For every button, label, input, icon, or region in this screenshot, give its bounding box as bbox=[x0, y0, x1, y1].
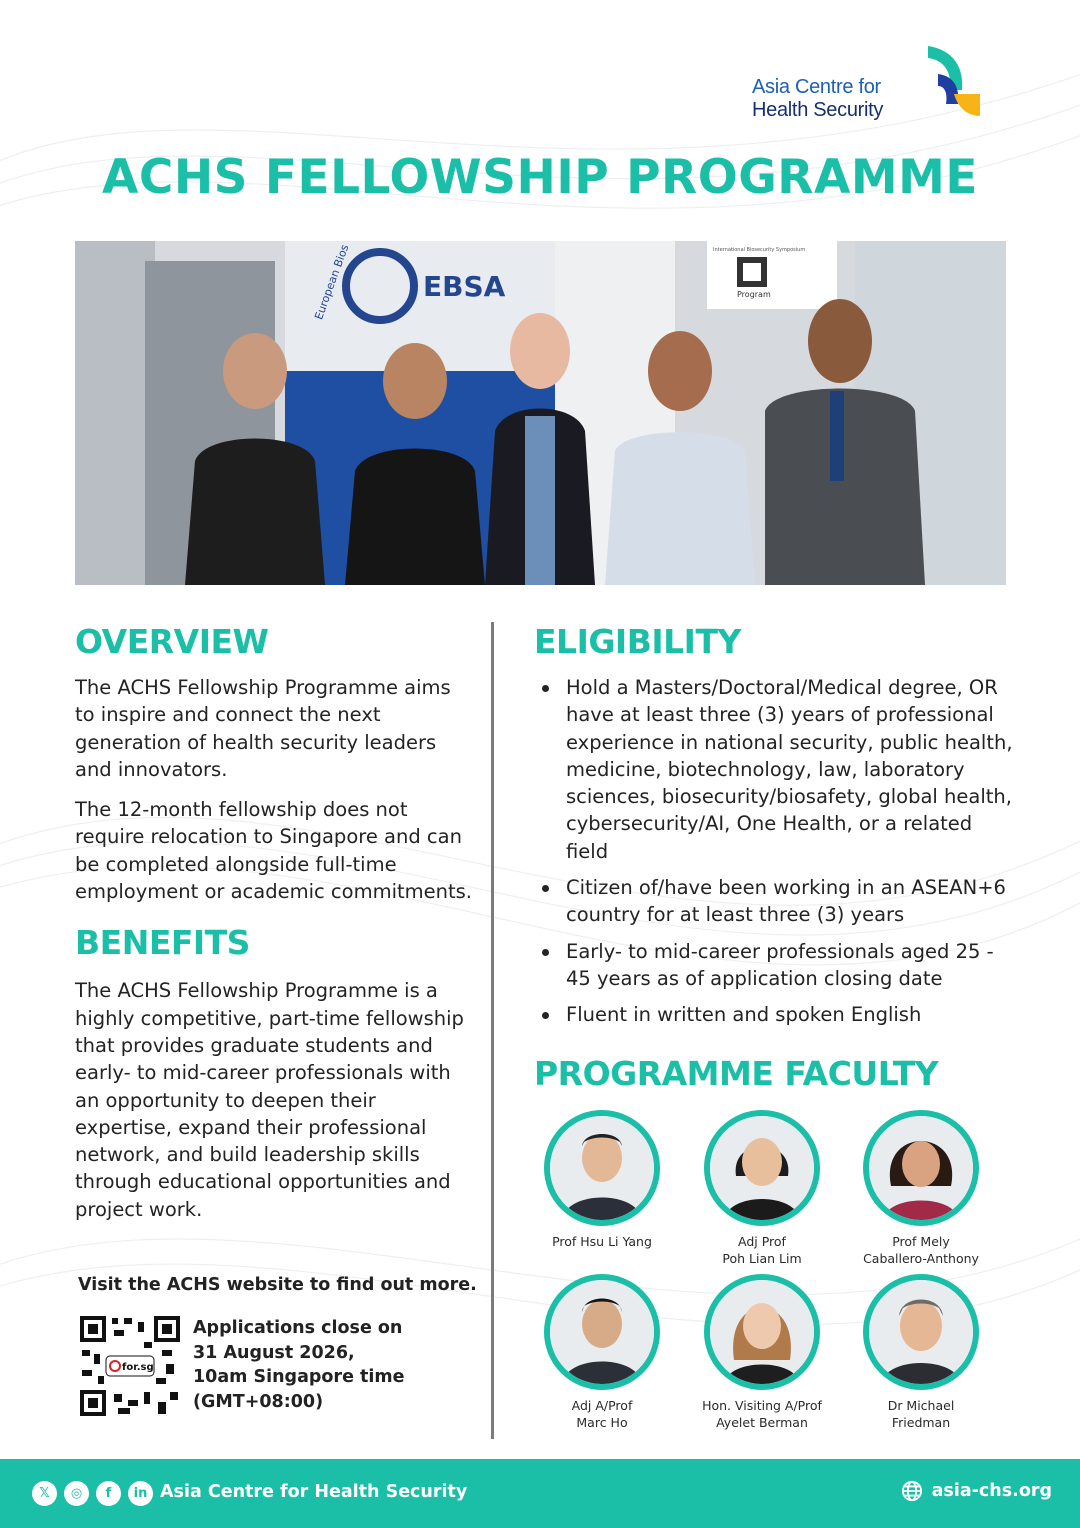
overview-heading: OVERVIEW bbox=[75, 622, 269, 661]
logo-mark-icon bbox=[924, 44, 980, 124]
eligibility-item: Fluent in written and spoken English bbox=[534, 1001, 1014, 1028]
qr-code[interactable] bbox=[78, 1314, 182, 1418]
page-title: ACHS FELLOWSHIP PROGRAMME bbox=[101, 150, 978, 205]
eligibility-item: Hold a Masters/Doctoral/Medical degree, OR have at least three (3) years of professional experience in national security, public health, medicine, biotechnology, law, laboratory sciences, biosecurity/biosafety, global health, cybersecurity/AI, One Health, or a related field bbox=[534, 674, 1014, 865]
faculty-photo bbox=[704, 1274, 820, 1390]
qr-label: for.sg bbox=[122, 1362, 154, 1373]
faculty-name-line-2: Ayelet Berman bbox=[716, 1415, 808, 1430]
faculty-name-line-2: Friedman bbox=[891, 1415, 951, 1430]
footer-org-name: Asia Centre for Health Security bbox=[160, 1482, 468, 1502]
group-photo bbox=[75, 241, 1006, 585]
faculty-name-line-1: Adj Prof bbox=[738, 1234, 786, 1249]
deadline-line-2: 31 August 2026, bbox=[193, 1342, 355, 1363]
deadline-line-3: 10am Singapore time bbox=[193, 1367, 405, 1388]
overview-paragraph-2: The 12-month fellowship does not require relocation to Singapore and can be completed alongside full-time employment or academic commitments. bbox=[75, 798, 472, 904]
x-icon[interactable]: 𝕏 bbox=[32, 1481, 57, 1506]
faculty-member bbox=[517, 1274, 687, 1431]
faculty-photo bbox=[863, 1110, 979, 1226]
sign-title: International Biosecurity Symposium bbox=[713, 247, 806, 253]
eligibility-list bbox=[534, 674, 1014, 1029]
faculty-name-line-1: Prof Mely bbox=[892, 1234, 950, 1249]
faculty-member bbox=[517, 1110, 687, 1250]
application-deadline bbox=[193, 1316, 463, 1414]
faculty-member bbox=[677, 1274, 847, 1431]
website-text[interactable]: asia-chs.org bbox=[931, 1481, 1052, 1501]
linkedin-icon[interactable]: in bbox=[128, 1481, 153, 1506]
deadline-line-1: Applications close on bbox=[193, 1318, 403, 1338]
right-column bbox=[534, 622, 1014, 1038]
faculty-name-line-1: Adj A/Prof bbox=[571, 1398, 633, 1413]
faculty-name-line-1: Prof Hsu Li Yang bbox=[552, 1234, 652, 1249]
faculty-name-line-1: Dr Michael bbox=[887, 1398, 955, 1413]
globe-icon bbox=[901, 1480, 923, 1502]
benefits-paragraph: The ACHS Fellowship Programme is a highly competitive, part-time fellowship that provides graduate students and early- to mid-career professionals with an opportunity to deepen their expertise, expand their professional network, and build leadership skills through educational opportunities and project work. bbox=[75, 979, 464, 1221]
column-divider bbox=[491, 622, 494, 1439]
faculty-name-line-2: Poh Lian Lim bbox=[722, 1251, 802, 1266]
faculty-photo bbox=[544, 1274, 660, 1390]
facebook-icon[interactable]: f bbox=[96, 1481, 121, 1506]
faculty-photo bbox=[704, 1110, 820, 1226]
faculty-photo bbox=[863, 1274, 979, 1390]
eligibility-item: Early- to mid-career professionals aged 25 - 45 years as of application closing date bbox=[534, 938, 1014, 993]
faculty-name-line-2: Marc Ho bbox=[576, 1415, 628, 1430]
left-column bbox=[75, 622, 475, 1223]
faculty-member bbox=[677, 1110, 847, 1267]
achs-logo bbox=[752, 44, 982, 128]
banner-text: EBSA bbox=[423, 270, 506, 303]
eligibility-item: Citizen of/have been working in an ASEAN+6 country for at least three (3) years bbox=[534, 874, 1014, 929]
logo-line-2: Health Security bbox=[752, 99, 884, 121]
website-link[interactable] bbox=[901, 1480, 1052, 1502]
social-links bbox=[32, 1481, 153, 1507]
faculty-heading: PROGRAMME FACULTY bbox=[534, 1054, 939, 1093]
faculty-grid bbox=[530, 1110, 1010, 1440]
faculty-member bbox=[836, 1110, 1006, 1267]
faculty-member bbox=[836, 1274, 1006, 1431]
visit-website-text: Visit the ACHS website to find out more. bbox=[78, 1275, 477, 1295]
overview-paragraph-1: The ACHS Fellowship Programme aims to inspire and connect the next generation of health security leaders and innovators. bbox=[75, 676, 451, 781]
footer-bar bbox=[0, 1459, 1080, 1528]
sign-label: Program bbox=[737, 290, 771, 299]
banner-curved-text: European Bios bbox=[312, 242, 352, 322]
faculty-name-line-1: Hon. Visiting A/Prof bbox=[702, 1398, 822, 1413]
eligibility-heading: ELIGIBILITY bbox=[534, 622, 741, 661]
faculty-name-line-2: Caballero-Anthony bbox=[863, 1251, 979, 1266]
logo-line-1: Asia Centre for bbox=[752, 76, 881, 98]
faculty-photo bbox=[544, 1110, 660, 1226]
benefits-heading: BENEFITS bbox=[75, 923, 250, 963]
deadline-line-4: (GMT+08:00) bbox=[193, 1391, 324, 1412]
instagram-icon[interactable]: ◎ bbox=[64, 1481, 89, 1506]
